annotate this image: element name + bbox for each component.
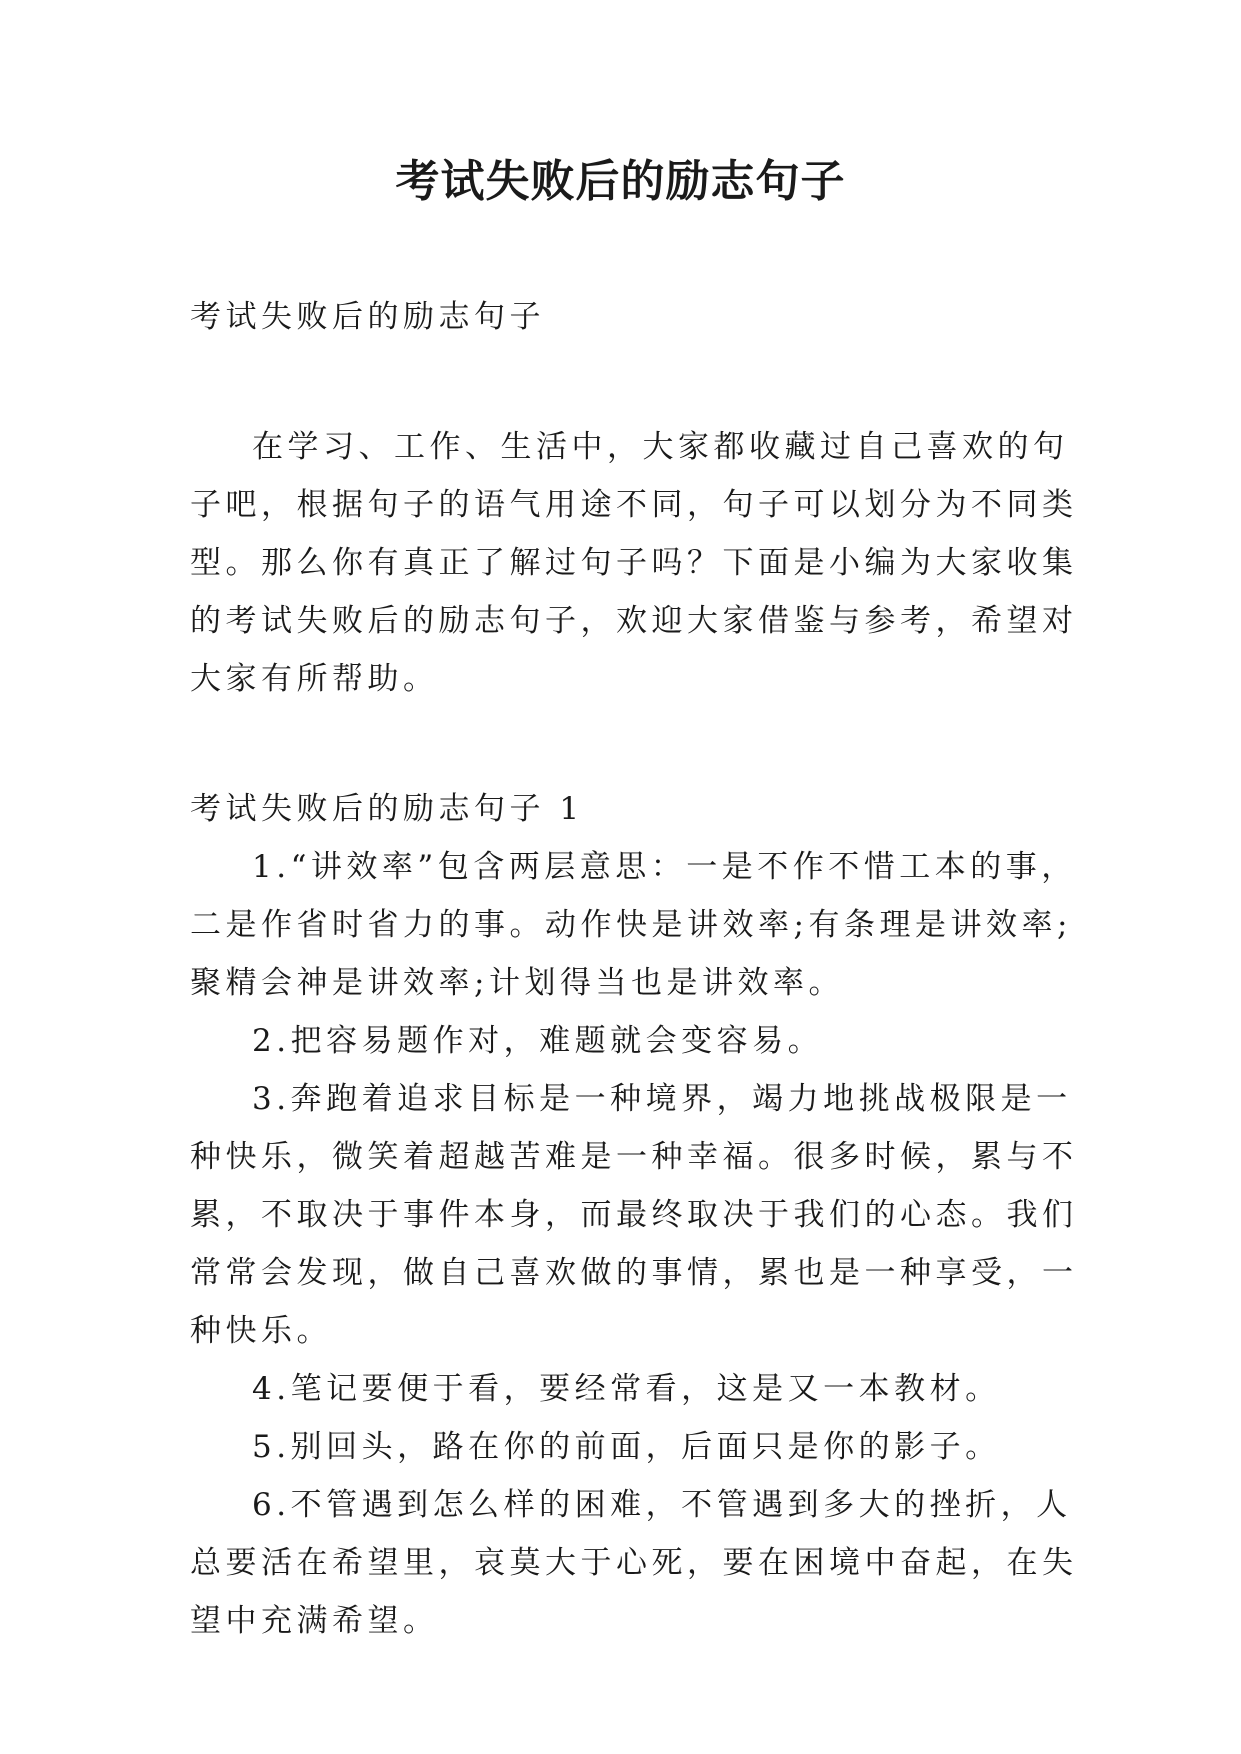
section-heading: 考试失败后的励志句子 1: [190, 791, 584, 827]
quote-item: 5.别回头，路在你的前面，后面只是你的影子。: [252, 1429, 1001, 1465]
document-body: [190, 288, 1090, 1650]
document-subtitle: 考试失败后的励志句子: [190, 299, 545, 335]
quote-item: 6.不管遇到怎么样的困难，不管遇到多大的挫折，人总要活在希望里，哀莫大于心死，要在困境中奋起，在失望中充满希望。: [190, 1487, 1078, 1639]
quote-item: 1.“讲效率”包含两层意思：一是不作不惜工本的事，二是作省时省力的事。动作快是讲效率;有条理是讲效率;聚精会神是讲效率;计划得当也是讲效率。: [190, 849, 1077, 1001]
quote-item: 2.把容易题作对，难题就会变容易。: [252, 1023, 824, 1059]
quote-list: [190, 838, 1090, 1650]
quote-item: 3.奔跑着追求目标是一种境界，竭力地挑战极限是一种快乐，微笑着超越苦难是一种幸福。很多时候，累与不累，不取决于事件本身，而最终取决于我们的心态。我们常常会发现，做自己喜欢做的事情，累也是一种享受，一种快乐。: [190, 1081, 1078, 1349]
quote-item: 4.笔记要便于看，要经常看，这是又一本教材。: [252, 1371, 1001, 1407]
intro-paragraph: 在学习、工作、生活中，大家都收藏过自己喜欢的句子吧，根据句子的语气用途不同，句子可以划分为不同类型。那么你有真正了解过句子吗？下面是小编为大家收集的考试失败后的励志句子，欢迎大家借鉴与参考，希望对大家有所帮助。: [190, 429, 1078, 697]
document-title: 考试失败后的励志句子: [395, 156, 846, 207]
